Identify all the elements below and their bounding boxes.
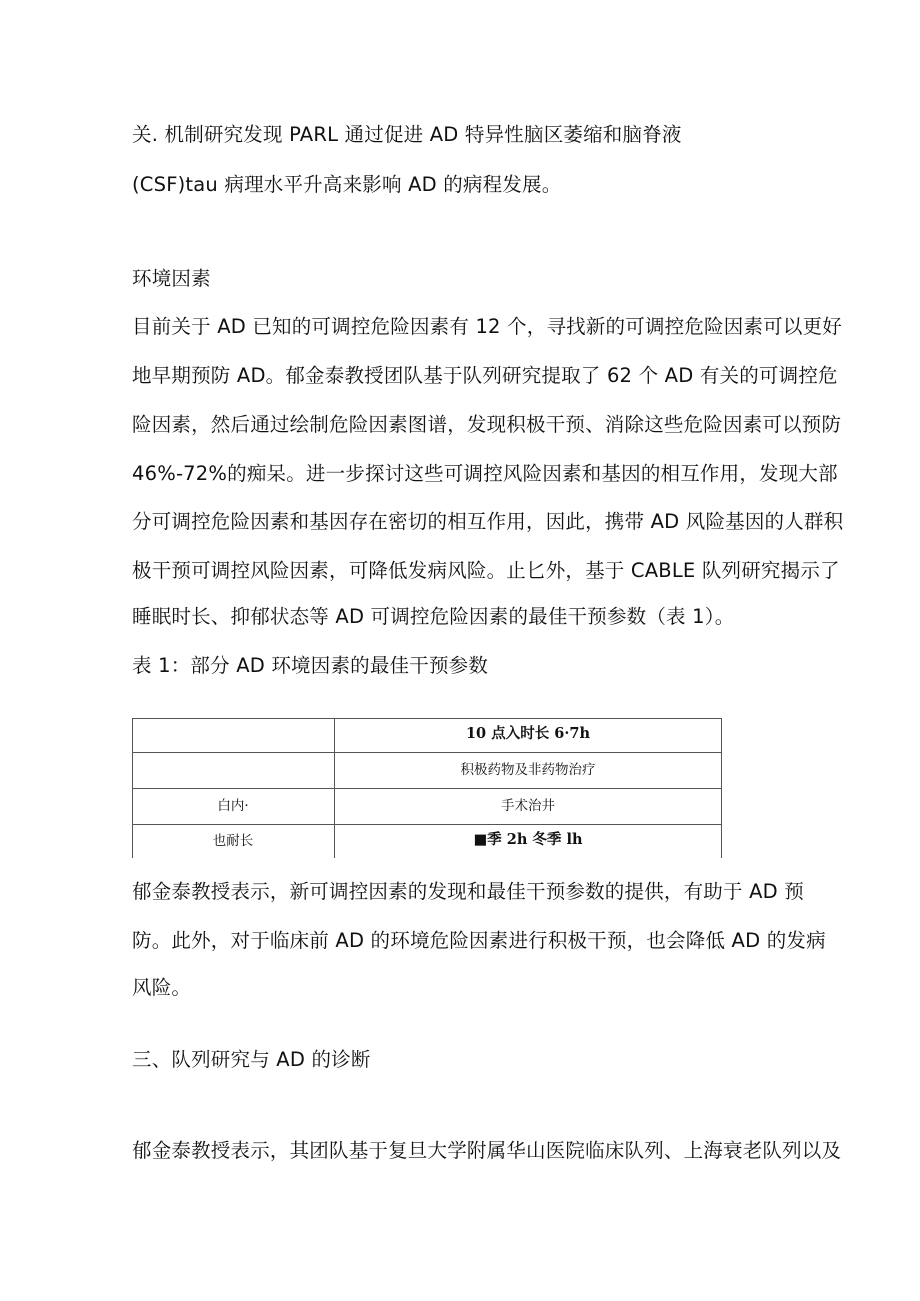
table-cell: 10 点入时长 6·7h	[465, 725, 591, 742]
paragraph-line: (CSF)tau 病理水平升高来影响 AD 的病程发展。	[132, 173, 562, 196]
paragraph-line: 防。此外，对于临床前 AD 的环境危险因素进行积极干预，也会降低 AD 的发病	[132, 929, 826, 952]
paragraph-line: 险因素，然后通过绘制危险因素图谱，发现积极干预、消除这些危险因素可以预防	[132, 413, 842, 436]
table-cell: 积极药物及非药物治疗	[460, 762, 596, 778]
table-rule	[132, 788, 722, 789]
paragraph-line: 睡眠时长、抑郁状态等 AD 可调控危险因素的最佳干预参数（表 1）。	[132, 605, 735, 628]
paragraph-line: 地早期预防 AD。郁金泰教授团队基于队列研究提取了 62 个 AD 有关的可调控危	[132, 364, 838, 387]
paragraph-line: 风险。	[132, 976, 192, 999]
table-rule	[721, 718, 722, 858]
paragraph-line: 极干预可调控风险因素，可降低发病风险。止匕外，基于 CABLE 队列研究揭示了	[132, 559, 840, 582]
table-cell: ■季 2h 冬季 lh	[473, 831, 583, 848]
table-rule	[132, 718, 722, 719]
paragraph-line: 目前关于 AD 已知的可调控危险因素有 12 个，寻找新的可调控危险因素可以更好	[132, 315, 842, 338]
paragraph-line: 郁金泰教授表示，新可调控因素的发现和最佳干预参数的提供，有助于 AD 预	[132, 880, 804, 903]
table-cell: 白内·	[217, 798, 249, 814]
table-rule	[132, 824, 722, 825]
section-heading: 三、队列研究与 AD 的诊断	[132, 1048, 371, 1071]
paragraph-line: 关. 机制研究发现 PARL 通过促进 AD 特异性脑区萎缩和脑脊液	[132, 123, 682, 146]
paragraph-line: 46%-72%的痴呆。进一步探讨这些可调控风险因素和基因的相互作用，发现大部	[132, 462, 838, 485]
section-heading: 环境因素	[132, 267, 211, 290]
paragraph-line: 分可调控危险因素和基因存在密切的相互作用，因此，携带 AD 风险基因的人群积	[132, 510, 844, 533]
table-cell: 手术治井	[501, 798, 555, 814]
table-rule	[132, 752, 722, 753]
table-cell: 也耐长	[212, 833, 254, 849]
paragraph-line: 郁金泰教授表示，其团队基于复旦大学附属华山医院临床队列、上海衰老队列以及	[132, 1139, 842, 1162]
table-caption: 表 1：部分 AD 环境因素的最佳干预参数	[132, 654, 489, 677]
parameter-table	[132, 718, 722, 858]
